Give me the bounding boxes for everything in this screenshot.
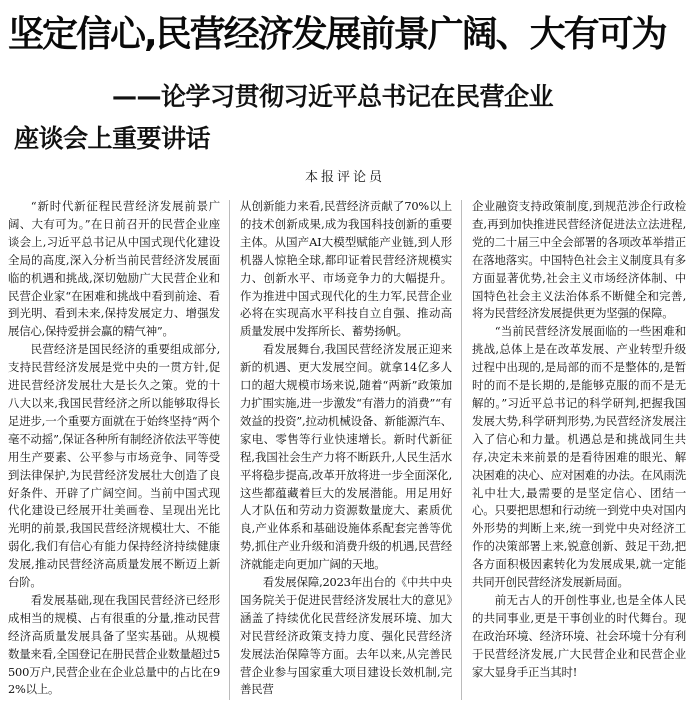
article-column-3	[472, 198, 686, 705]
paragraph: 企业融资支持政策制度,到规范涉企行政检查,再到加快推进民营经济促进法立法进程,党的二十届三中全会部署的各项改革举措正在落地落实。中国特色社会主义制度具有多方面显著优势,社会主义市场经济体制、中国特色社会主义法治体系不断健全和完善,将为民营经济发展提供更为坚强的保障。	[472, 199, 686, 321]
paragraph: 看发展保障,2023年出台的《中共中央国务院关于促进民营经济发展壮大的意见》涵盖了持续优化民营经济发展环境、加大对民营经济政策支持力度、强化民营经济发展法治保障等方面。去年以来,从完善民营企业参与国家重大项目建设长效机制,完善民营	[240, 575, 452, 697]
paragraph: 从创新能力来看,民营经济贡献了70%以上的技术创新成果,成为我国科技创新的重要主体。从国产AI大模型赋能产业链,到人形机器人惊艳全球,都印证着民营经济规模实力、创新水平、市场竞争力的大幅提升。作为推进中国式现代化的生力军,民营企业必将在实现高水平科技自立自强、推动高质量发展中发挥所长、蓄势扬帆。	[240, 199, 452, 339]
paragraph: 看发展舞台,我国民营经济发展正迎来新的机遇、更大发展空间。就拿14亿多人口的超大规模市场来说,随着“两新”政策加力扩围实施,进一步激发“有潜力的消费”“有效益的投资”,拉动机械设备、新能源汽车、家电、零售等行业快速增长。新时代新征程,我国社会生产力将不断跃升,人民生活水平将稳步提高,改革开放将进一步全面深化,这些都蕴藏着巨大的发展潜能。用足用好人才队伍和劳动力资源数量庞大、素质优良,产业体系和基础设施体系配套完善等优势,抓住产业升级和消费升级的机遇,民营经济就能走向更加广阔的天地。	[240, 342, 452, 572]
byline: 本报评论员	[304, 170, 385, 185]
subtitle-line-1: ——论学习贯彻习近平总书记在民营企业	[112, 82, 554, 111]
article-column-1	[8, 198, 220, 705]
paragraph: 看发展基础,现在我国民营经济已经形成相当的规模、占有很重的分量,推动民营经济高质量发展具备了坚实基础。从规模数量来看,全国登记在册民营企业数量超过5500万户,民营企业在企业总量中的占比在92%以上。	[8, 592, 220, 697]
paragraph: 民营经济是国民经济的重要组成部分,支持民营经济发展是党中央的一贯方针,促进民营经济发展壮大是长久之策。党的十八大以来,我国民营经济之所以能够取得长足进步,一个重要方面就在于始终坚持“两个毫不动摇”,保证各种所有制经济依法平等使用生产要素、公平参与市场竞争、同等受到法律保护,为民营经济发展壮大创造了良好条件、开辟了广阔空间。当前中国式现代化建设已经展开壮美画卷、呈现出光比光明的前景,我国民营经济规模壮大、不能弱化,我们有信心有能力保持经济持续健康发展,推动民营经济高质量发展不断迈上新台阶。	[8, 342, 220, 590]
column-divider	[461, 200, 462, 700]
article-column-2	[240, 198, 452, 705]
paragraph: “当前民营经济发展面临的一些困难和挑战,总体上是在改革发展、产业转型升级过程中出现的,是局部的而不是整体的,是暂时的而不是长期的,是能够克服的而不是无解的。”习近平总书记的科学研判,把握我国发展大势,科学研判形势,为民营经济发展注入了信心和力量。机遇总是和挑战同生共存,决定未来前景的是看待困难的眼光、解决困难的决心、应对困难的办法。在风雨洗礼中壮大,最需要的是坚定信心、团结一心。只要把思想和行动统一到党中央对国内外形势的判断上来,统一到党中央对经济工作的决策部署上来,锐意创新、鼓足干劲,把各方面积极因素转化为发展成果,就一定能共同开创民营经济发展新局面。	[472, 324, 686, 590]
subtitle-line-2: 座谈会上重要讲话	[14, 124, 211, 153]
column-divider	[229, 200, 230, 700]
paragraph: 前无古人的开创性事业,也是全体人民的共同事业,更是干事创业的时代舞台。现在政治环境、经济环境、社会环境十分有利于民营经济发展,广大民营企业和民营企业家大显身手正当其时!	[472, 592, 686, 679]
paragraph: “新时代新征程民营经济发展前景广阔、大有可为。”在日前召开的民营企业座谈会上,习近平总书记从中国式现代化建设全局的高度,深入分析当前民营经济发展面临的机遇和挑战,深切勉励广大民营企业和民营企业家“在困难和挑战中看到前途、看到光明、看到未来,保持发展定力、增强发展信心,保持爱拼会赢的精气神”。	[8, 199, 220, 339]
headline: 坚定信心,民营经济发展前景广阔、大有可为	[8, 14, 666, 55]
